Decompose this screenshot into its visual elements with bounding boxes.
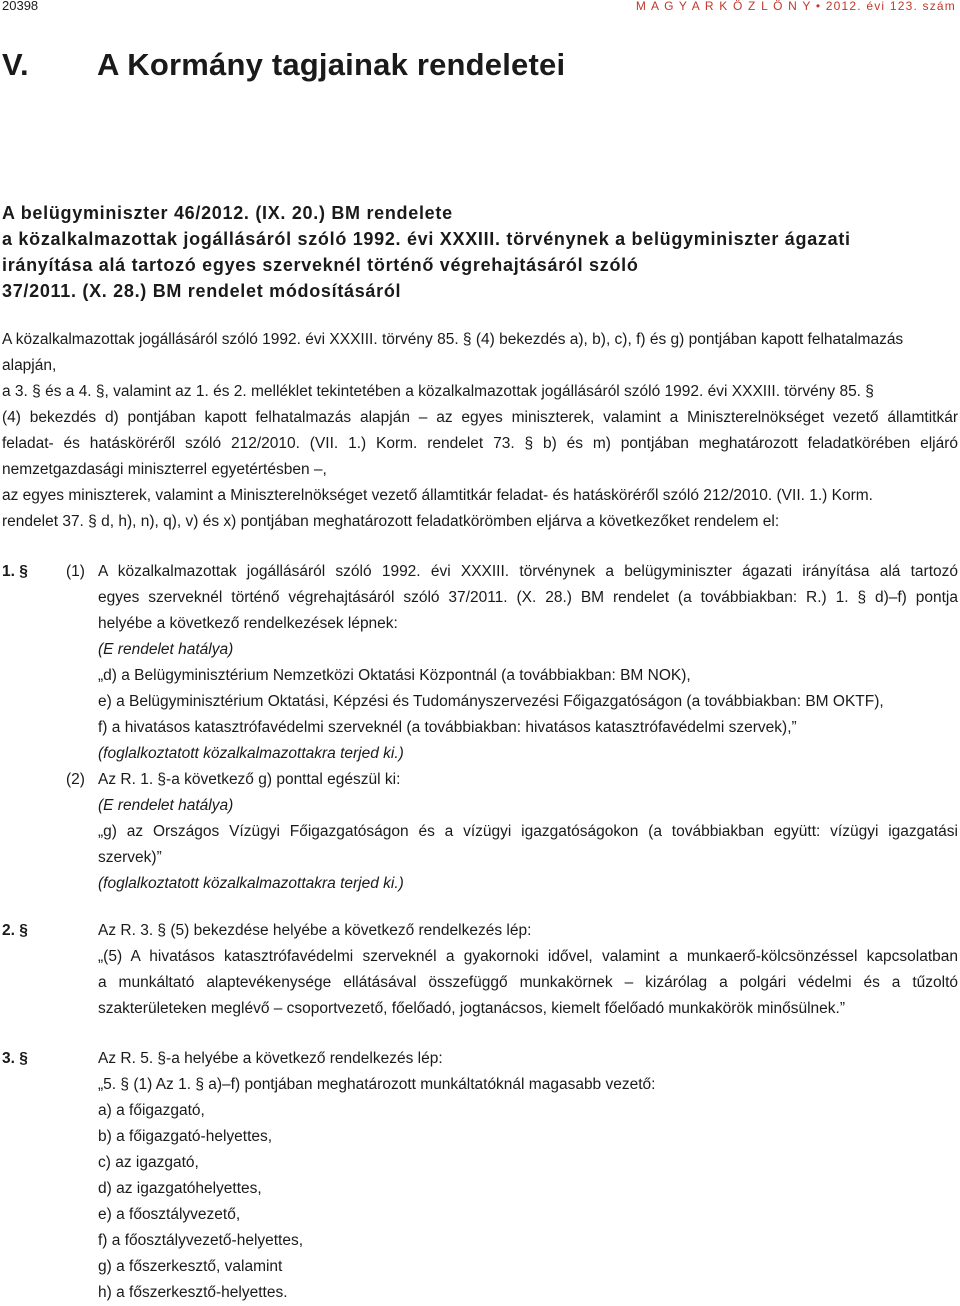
section-label: 2. § [2,922,28,939]
text-line: szervek)” [98,849,162,866]
page-number: 20398 [2,0,39,13]
list-item: d) az igazgatóhelyettes, [98,1180,262,1197]
section-1 [2,559,958,897]
section-number: V. [2,47,29,82]
preamble [2,327,958,535]
list-item: c) az igazgató, [98,1154,199,1171]
section-body [98,1046,958,1306]
text-line: „d) a Belügyminisztérium Nemzetközi Oktatási Központnál (a továbbiakban: BM NOK), [98,667,691,684]
text-line: (foglalkoztatott közalkalmazottakra terjed ki.) [98,745,404,762]
section-label: 3. § [2,1050,28,1067]
list-item: a) a főigazgató, [98,1102,205,1119]
decree-title [2,200,922,304]
text-line: A közalkalmazottak jogállásáról szóló 1992. évi XXXIII. törvénynek a belügyminiszter ágazati irányítása alá tartozó [98,563,958,580]
subsection-number: (2) [66,771,85,788]
list-item: h) a főszerkesztő-helyettes. [98,1284,288,1301]
section-label: 1. § [2,563,28,580]
list-item: f) a főosztályvezető-helyettes, [98,1232,304,1249]
text-line: „(5) A hivatásos katasztrófavédelmi szerveknél a gyakornoki idővel, valamint a munkaerő-kölcsönzéssel kapcsolatban [98,948,958,965]
preamble-line: a 3. § és a 4. §, valamint az 1. és 2. melléklet tekintetében a közalkalmazottak jogállásáról szóló 1992. évi XXXIII. törvény 85. § [2,383,874,400]
text-line: f) a hivatásos katasztrófavédelmi szerveknél (a továbbiakban: hivatásos katasztrófavédelmi szervek),” [98,719,797,736]
text-line: szakterületeken meglévő – csoportvezető, főelőadó, jogtanácsos, kiemelt főelőadó munkakörök minősülnek.” [98,1000,845,1017]
preamble-line: (4) bekezdés d) pontjában kapott felhatalmazás alapján – az egyes miniszterek, valamint a Miniszterelnökséget vezető államtitkár [2,409,958,426]
list-item: e) a főosztályvezető, [98,1206,241,1223]
text-line: e) a Belügyminisztérium Oktatási, Képzési és Tudományszervezési Főigazgatóságon (a továbbiakban: BM OKTF), [98,693,884,710]
subsection-body [98,767,958,897]
page-header [0,0,960,16]
decree-title-line: A belügyminiszter 46/2012. (IX. 20.) BM rendelete [2,203,453,223]
text-line: (foglalkoztatott közalkalmazottakra terjed ki.) [98,875,404,892]
text-line: „g) az Országos Vízügyi Főigazgatóságon és a vízügyi igazgatóságokon (a továbbiakban együtt: vízügyi igazgatási [98,823,958,840]
preamble-line: rendelet 37. § d, h), n), q), v) és x) pontjában meghatározott feladatkörömben eljárva a következőket rendelem el: [2,513,780,530]
preamble-line: A közalkalmazottak jogállásáról szóló 1992. évi XXXIII. törvény 85. § (4) bekezdés a), b), c), f) és g) pontjában kapott felhatalmazás [2,331,904,348]
text-line: egyes szerveknél történő végrehajtásáról szóló 37/2011. (X. 28.) BM rendelet (a továbbiakban: R.) 1. § d)–f) pontja [98,589,958,606]
text-line: Az R. 5. §-a helyébe a következő rendelkezés lép: [98,1050,443,1067]
preamble-line: nemzetgazdasági miniszterrel egyetértésben –, [2,461,327,478]
text-line: a munkáltató alaptevékenysége ellátásával összefüggő munkakörnek – kizárólag a polgári védelmi és a tűzoltó [98,974,958,991]
section-body [98,918,958,1022]
decree-title-line: a közalkalmazottak jogállásáról szóló 1992. évi XXXIII. törvénynek a belügyminiszter ágazati [2,229,851,249]
text-line: Az R. 3. § (5) bekezdése helyébe a következő rendelkezés lép: [98,922,532,939]
list-item: g) a főszerkesztő, valamint [98,1258,283,1275]
text-line: (E rendelet hatálya) [98,797,234,814]
text-line: „5. § (1) Az 1. § a)–f) pontjában meghatározott munkáltatóknál magasabb vezető: [98,1076,656,1093]
list-item: b) a főigazgató-helyettes, [98,1128,273,1145]
section-title: A Kormány tagjainak rendeletei [97,47,566,82]
preamble-line: alapján, [2,357,57,374]
text-line: (E rendelet hatálya) [98,641,234,658]
section-heading [2,47,565,83]
text-line: Az R. 1. §-a következő g) ponttal egészül ki: [98,771,401,788]
subsection-number: (1) [66,563,85,580]
publication-title: M A G Y A R K Ö Z L Ö N Y • 2012. évi 123. szám [635,0,956,13]
decree-title-line: irányítása alá tartozó egyes szerveknél történő végrehajtásáról szóló [2,255,639,275]
section-2 [2,918,958,1022]
preamble-line: az egyes miniszterek, valamint a Miniszterelnökséget vezető államtitkár feladat- és hatásköréről szóló 212/2010. (VII. 1.) Korm. [2,487,873,504]
subsection-body [98,559,958,767]
text-line: helyébe a következő rendelkezések lépnek: [98,615,398,632]
section-3 [2,1046,958,1306]
decree-title-line: 37/2011. (X. 28.) BM rendelet módosításáról [2,281,402,301]
preamble-line: feladat- és hatásköréről szóló 212/2010. (VII. 1.) Korm. rendelet 73. § b) és m) pontjában meghatározott feladatkörében eljáró [2,435,958,452]
